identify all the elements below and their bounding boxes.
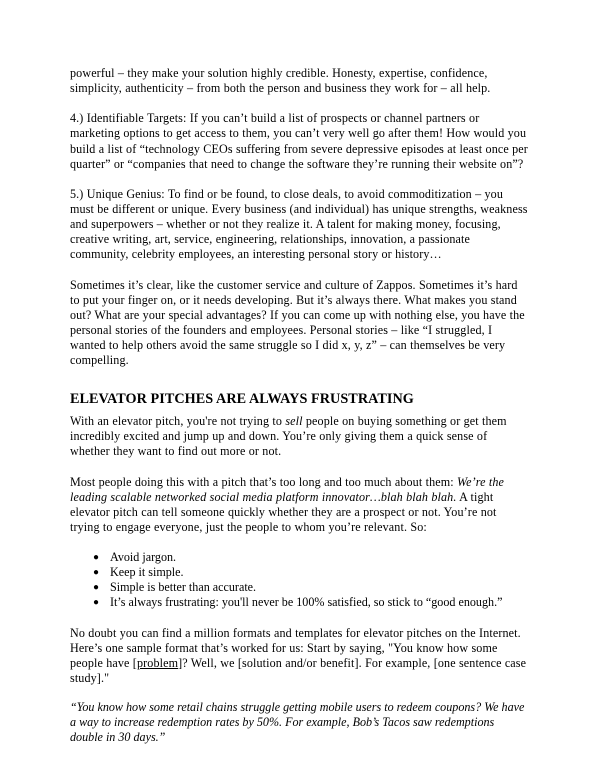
paragraph-most-people-part2: A tight elevator pitch can tell someone quickly whether they are a prospect or not. You’re not trying to engage everyone, just the people to whom you’re relevant. So: <box>70 489 497 534</box>
paragraph-no-doubt-part1: No doubt you can find a million formats and templates for elevator pitches on the Internet. Here’s one sample format that’s worked for us: Start by saying, "You know how some people have [ <box>70 625 521 670</box>
underlined-problem-placeholder: problem <box>136 655 179 670</box>
list-item-label: It’s always frustrating: you'll never be 100% satisfied, so stick to “good enough.” <box>110 595 503 610</box>
paragraph-with-elevator-pitch <box>70 414 528 459</box>
list-item <box>70 550 528 565</box>
paragraph-no-doubt <box>70 626 528 686</box>
elevator-pitch-tips-list <box>70 550 528 610</box>
emphasis-sell: sell <box>285 414 303 429</box>
paragraph-example-pitch-quote: “You know how some retail chains struggle getting mobile users to redeem coupons? We have a way to increase redemption rates by 50%. For example, Bob’s Tacos saw redemptions double in 30 days.” <box>70 700 525 745</box>
list-item-label: Keep it simple. <box>110 565 184 580</box>
paragraph-with-elevator-pitch-part1: With an elevator pitch, you're not trying to <box>70 414 286 429</box>
list-item <box>70 595 528 610</box>
bullet-point-icon: ● <box>93 582 100 594</box>
paragraph-sometimes-clear: Sometimes it’s clear, like the customer service and culture of Zappos. Sometimes it’s hard to put your finger on, or it needs developing. But it’s always there. What makes you stand out? What are your special advantages? If you can come up with nothing else, you have the personal stories of the founders and employees. Personal stories – like “I struggled, I wanted to help others avoid the same struggle so I did x, y, z” – can themselves be very compelling. <box>70 277 525 368</box>
paragraph-powerful: powerful – they make your solution highly credible. Honesty, expertise, confidence, simplicity, authenticity – from both the person and business they work for – all help. <box>70 66 491 96</box>
paragraph-most-people <box>70 475 528 535</box>
list-item-label: Simple is better than accurate. <box>110 580 257 595</box>
bullet-point-icon: ● <box>93 597 100 609</box>
list-item <box>70 580 528 595</box>
bullet-point-icon: ● <box>93 552 100 564</box>
list-item <box>70 565 528 580</box>
paragraph-identifiable-targets: 4.) Identifiable Targets: If you can’t build a list of prospects or channel partners or marketing options to get access to them, you can’t very well go after them! How would you build a list of “technology CEOs suffering from severe depressive episodes at least once per quarter” or “companies that need to change the software they’re running their website on”? <box>70 111 528 171</box>
bullet-point-icon: ● <box>93 567 100 579</box>
section-heading-elevator-pitches: ELEVATOR PITCHES ARE ALWAYS FRUSTRATING <box>70 391 414 408</box>
italic-sample-pitch: We’re the leading scalable networked social media platform innovator…blah blah blah. <box>70 474 505 504</box>
paragraph-unique-genius: 5.) Unique Genius: To find or be found, to close deals, to avoid commoditization – you must be different or unique. Every business (and individual) has unique strengths, weakness and superpowers – whether or not they realize it. A talent for making money, focusing, creative writing, art, service, engineering, relationships, innovation, a passionate community, celebrity employees, an interesting personal story or history… <box>70 186 528 262</box>
list-item-label: Avoid jargon. <box>110 550 177 565</box>
paragraph-most-people-part1: Most people doing this with a pitch that’s too long and too much about them: <box>70 474 458 489</box>
paragraph-with-elevator-pitch-part2: people on buying something or get them incredibly excited and jump up and down. You’re only giving them a quick sense of whether they want to find out more or not. <box>70 414 507 459</box>
paragraph-no-doubt-part2: ]? Well, we [solution and/or benefit]. For example, [one sentence case study]." <box>70 655 527 686</box>
